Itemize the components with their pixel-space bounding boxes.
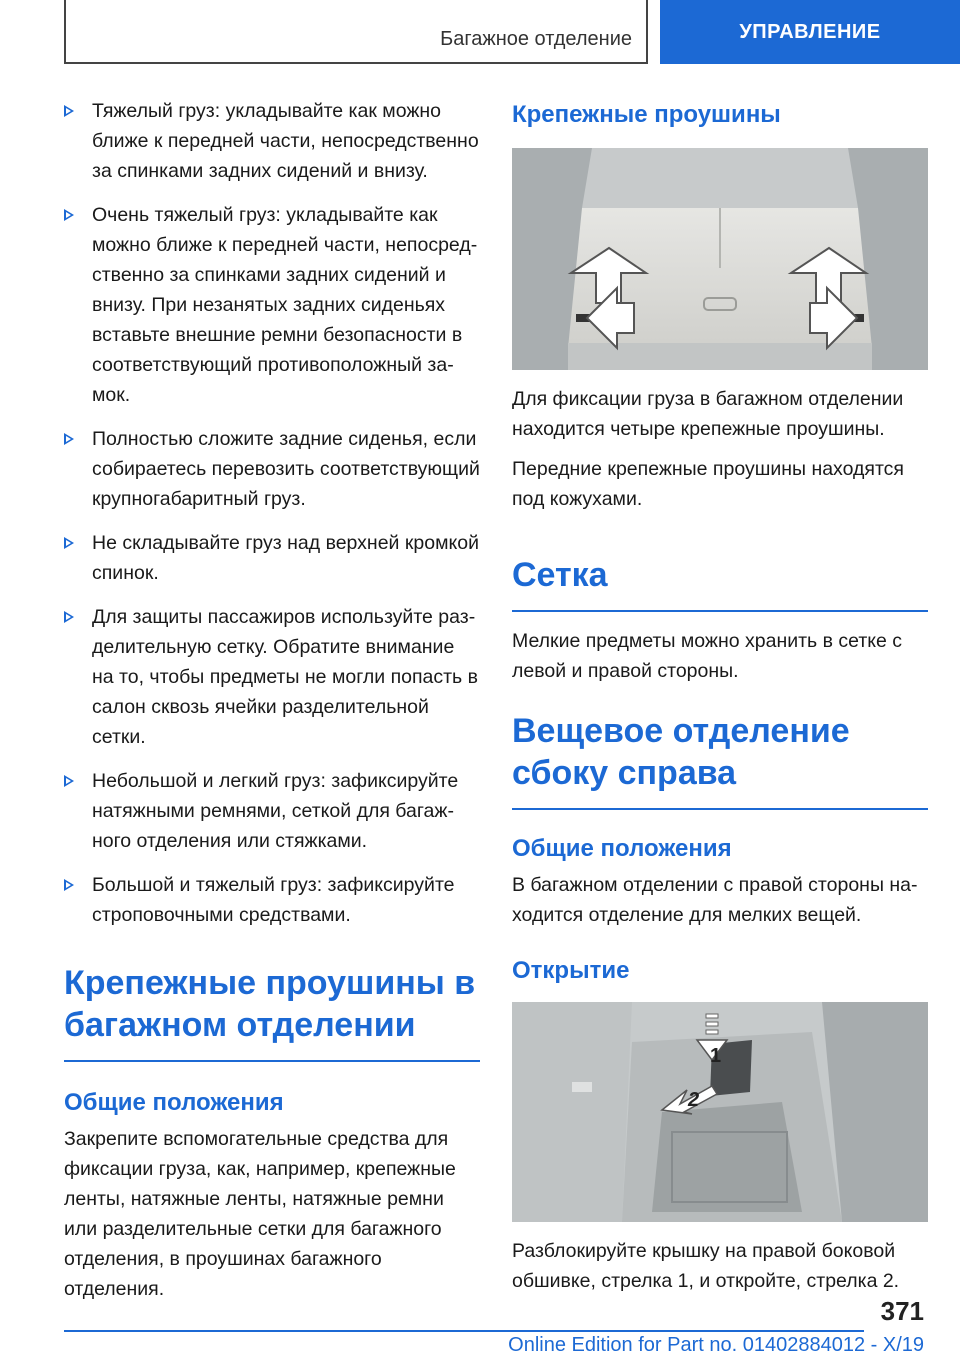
triangle-bullet-icon xyxy=(64,775,74,787)
subheading-general: Общие положения xyxy=(64,1089,284,1116)
footer-edition: Online Edition for Part no. 01402884012 - X/19 xyxy=(508,1334,924,1356)
callout-1: 1 xyxy=(710,1045,722,1067)
list-item: Большой и тяжелый груз: зафиксируйте строповочными средствами. xyxy=(64,870,480,930)
paragraph-general: Закрепите вспомогательные средства для фиксации груза, как, например, крепежные ленты, натяжные ленты, натяжные ремни или разделительные сетки для багажного отделения, в проушинах багажного отделения. xyxy=(64,1128,456,1300)
list-item: Небольшой и легкий груз: зафиксируйте натяжными ремнями, сеткой для багажного отделения или стяжками. xyxy=(64,766,480,856)
triangle-bullet-icon xyxy=(64,537,74,549)
paragraph-lashing-eyes-2: Передние крепежные проушины находятся под кожухами. xyxy=(512,458,904,510)
section-heading-lashing-eyes: Крепежные проушины в багажном отделении xyxy=(64,962,480,1062)
page-number: 371 xyxy=(880,1296,924,1326)
list-item: Полностью сложите задние сиденья, если собираетесь перевозить соответствующий крупногабаритный груз. xyxy=(64,424,480,514)
header-section-title: Багажное отделение xyxy=(440,28,632,50)
cargo-area-lashing-eyes-image xyxy=(512,148,928,370)
list-item: Очень тяжелый груз: укладывайте как можно ближе к передней части, непосредственно за спинками задних сидений и внизу. При незанятых задних сиденьях вставьте внешние ремни безопасности в соответствующий противоположный замок. xyxy=(64,200,480,410)
loading-tips-list xyxy=(64,96,480,930)
paragraph-general-right: В багажном отделении с правой стороны находится отделение для мелких вещей. xyxy=(512,874,918,926)
triangle-bullet-icon xyxy=(64,433,74,445)
triangle-bullet-icon xyxy=(64,105,74,117)
header-chapter-label: УПРАВЛЕНИЕ xyxy=(739,20,881,43)
footer-divider xyxy=(64,1330,864,1332)
list-item: Тяжелый груз: укладывайте как можно ближе к передней части, непосредственно за спинками задних сидений и внизу. xyxy=(64,96,480,186)
paragraph-net: Мелкие предметы можно хранить в сетке с левой и правой стороны. xyxy=(512,630,903,682)
section-heading-net: Сетка xyxy=(512,554,928,612)
subheading-lashing-eyes: Крепежные проушины xyxy=(512,101,781,128)
triangle-bullet-icon xyxy=(64,209,74,221)
paragraph-opening: Разблокируйте крышку на правой боковой обшивке, стрелка 1, и откройте, стрелка 2. xyxy=(512,1240,900,1292)
subheading-general-right: Общие положения xyxy=(512,835,732,862)
list-item: Для защиты пассажиров используйте разделительную сетку. Обратите внимание на то, чтобы предметы не могли попасть в салон сквозь ячейки разделительной сетки. xyxy=(64,602,480,752)
list-item: Не складывайте груз над верхней кромкой спинок. xyxy=(64,528,480,588)
header-section-box xyxy=(64,0,648,64)
side-compartment-photo-illustration xyxy=(512,1002,928,1222)
triangle-bullet-icon xyxy=(64,611,74,623)
paragraph-lashing-eyes-1: Для фиксации груза в багажном отделении находится четыре крепежные проушины. xyxy=(512,388,904,440)
side-compartment-image xyxy=(512,1002,928,1222)
subheading-opening: Открытие xyxy=(512,957,630,984)
callout-2: 2 xyxy=(688,1089,700,1111)
cargo-floor-photo-illustration xyxy=(512,148,928,370)
section-heading-side-compartment: Вещевое отделение сбоку справа xyxy=(512,710,928,810)
left-column xyxy=(64,96,480,1304)
triangle-bullet-icon xyxy=(64,879,74,891)
right-column xyxy=(512,96,928,1296)
header-chapter-tab xyxy=(660,0,960,64)
